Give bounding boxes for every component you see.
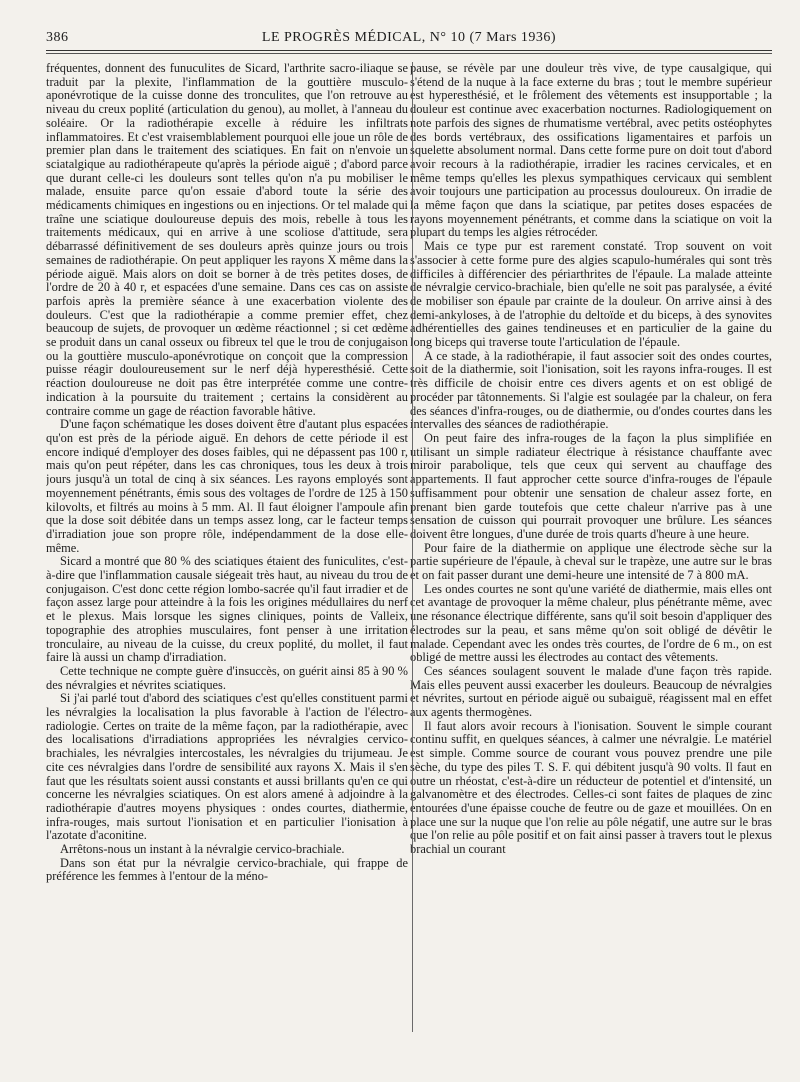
column-divider: [412, 62, 413, 1032]
paragraph: On peut faire des infra-rouges de la façon la plus simplifiée en utilisant un simple radiateur électrique à résistance chauffante avec miroir parabolique, tels que ceux qui servent au chauffage des appartements. Il faut approcher cette source d'infra-rouges de l'épaule suffisamment pour obtenir une sensation de chaleur assez forte, en prenant bien garde toutefois que cette chaleur n'arrive pas à une sensation de cuisson qui pourrait provoquer une brûlure. Les séances doivent être longues, d'une durée de trois quarts d'heure à une heure.: [410, 430, 772, 541]
paragraph: D'une façon schématique les doses doivent être d'autant plus espacées qu'on est près de la période aiguë. En dehors de cette période il est encore indiqué d'employer des doses faibles, qui ne dépassent pas 100 r, mais qu'on peut répéter, dans les cas chroniques, tous les deux à trois jours jusqu'à un total de cinq à six séances. Les rayons employés sont moyennement pénétrants, émis sous des voltages de l'ordre de 125 à 150 kilovolts, et filtrés au moins à 5 mm. Al. Il faut éloigner l'ampoule afin que la dose soit débitée dans un temps assez long, car le facteur temps d'irradiation joue son propre rôle, indépendamment de la dose elle-même.: [46, 417, 408, 555]
paragraph: Arrêtons-nous un instant à la névralgie cervico-brachiale.: [60, 842, 345, 857]
paragraph: A ce stade, à la radiothérapie, il faut associer soit des ondes courtes, soit de la diathermie, soit l'ionisation, soit les rayons infra-rouges. Il est très difficile de choisir entre ces divers agents et on est obligé de procéder par tâtonnements. Si l'algie est soulagée par la chaleur, on fera des séances d'infra-rouges, ou de diathermie, ou d'ondes courtes dans les intervalles des séances de radiothérapie.: [410, 348, 772, 432]
right-column: [410, 62, 772, 1062]
paragraph: Cette technique ne compte guère d'insuccès, on guérit ainsi 85 à 90 % des névralgies et névrites sciatiques.: [46, 663, 408, 692]
paragraph: Dans son état pur la névralgie cervico-brachiale, qui frappe de préférence les femmes à l'entour de la méno-: [46, 855, 408, 884]
left-column: [46, 62, 408, 1062]
paragraph: Pour faire de la diathermie on applique une électrode sèche sur la partie supérieure de l'épaule, à cheval sur le trapèze, une autre sur le bras et on fait passer durant une demi-heure une intensité de 7 à 800 mA.: [410, 540, 772, 583]
paragraph: Si j'ai parlé tout d'abord des sciatiques c'est qu'elles constituent parmi les névralgies la localisation la plus favorable à l'action de l'électro-radiologie. Certes on traite de la même façon, par la radiothérapie, avec des localisations d'irradiations appropriées les névralgies cervico-brachiales, les névralgies intercostales, les névralgies du trijumeau. Je cite ces névralgies dans l'ordre de sensibilité aux rayons X. Mais il s'en faut que les résultats soient aussi constants et aussi brillants qu'en ce qui concerne les névralgies sciatiques. On est alors amené à adjoindre à la radiothérapie d'autres moyens physiques : ondes courtes, diathermie, infra-rouges, mais surtout l'ionisation et en particulier l'ionisation à l'azotate d'aconitine.: [46, 691, 408, 843]
paragraph: Sicard a montré que 80 % des sciatiques étaient des funiculites, c'est-à-dire que l'inflammation causale siégeait très haut, au niveau du trou de conjugaison. C'est donc cette région lombo-sacrée qu'il faut irradier et de façon assez large pour atteindre à la fois les origines médullaires du nerf et le plexus. Mais lorsque les signes cliniques, points de Valleix, topographie des atrophies musculaires, font penser à une irritation tronculaire, au niveau de la cuisse, du creux poplité, du mollet, il faut faire là aussi un champ d'irradiation.: [46, 554, 408, 665]
article-body: [46, 62, 772, 1062]
paragraph: fréquentes, donnent des funuculites de Sicard, l'arthrite sacro-iliaque se traduit par la plexite, l'inflammation de la gouttière musculo-aponévrotique de la cuisse donne des tronculites, que l'on retrouve au niveau du creux poplité (articulation du genou), au mollet, à l'anneau du soléaire. Or la radiothérapie excelle à réduire les infiltrats inflammatoires. Et c'est vraisemblablement pourquoi elle joue un rôle de premier plan dans le traitement des sciatiques. En fait on n'envoie un sciatalgique au radiothérapeute qu'après la période aiguë ; d'abord parce que durant celle-ci les douleurs sont telles qu'on n'a pu mobiliser le malade, ensuite parce qu'on essaie d'abord toute la série des médicaments chimiques en ingestions ou en injections. Or tel malade qui traîne une sciatique douloureuse depuis des mois, rebelle à tous les traitements médicaux, qui en arrive à une scoliose d'attitude, sera débarrassé définitivement de ses douleurs après quinze jours ou trois semaines de radiothérapie. On peut appliquer les rayons X même dans la période aiguë. Mais alors on doit se borner à de très petites doses, de l'ordre de 20 à 40 r, et espacées d'une semaine. Dans ces cas on assiste parfois après la première séance à une exacerbation violente des douleurs. C'est que la radiothérapie a comme premier effet, chez beaucoup de sujets, de provoquer un œdème réactionnel ; si cet œdème se produit dans un canal osseux ou fibreux tel que le trou de conjugaison ou la gouttière musculo-aponévrotique on conçoit que la compression puisse réagir douloureusement sur le nerf déjà hyperesthésié. Cette réaction douloureuse ne doit pas être interprétée comme une contre-indication à la poursuite du traitement ; certains la considèrent au contraire comme un gage de réaction favorable hâtive.: [46, 62, 408, 418]
paragraph: Les ondes courtes ne sont qu'une variété de diathermie, mais elles ont cet avantage de provoquer la même chaleur, plus pénétrante même, avec une résonance électrique différente, sans qu'il soit besoin d'appliquer des électrodes sur la peau, et sans même qu'on soit obligé de dévêtir le malade. Cependant avec les ondes très courtes, de l'ordre de 6 m., on est obligé de mettre aussi les électrodes au contact des vêtements.: [410, 581, 772, 665]
running-header: [46, 28, 772, 48]
header-rule: [46, 50, 772, 51]
page-number: 386: [46, 30, 69, 45]
header-rule-thin: [46, 53, 772, 54]
running-title: LE PROGRÈS MÉDICAL, N° 10 (7 Mars 1936): [261, 30, 557, 45]
paragraph: Il faut alors avoir recours à l'ionisation. Souvent le simple courant continu suffit, en quelques séances, à calmer une névralgie. Le matériel est simple. Comme source de courant vous pouvez prendre une pile sèche, du type des piles T. S. F. qui débitent jusqu'à 90 volts. Il faut en outre un rhéostat, c'est-à-dire un réducteur de potentiel et d'intensité, un galvanomètre et des électrodes. Celles-ci sont faites de plaques de zinc entourées d'une épaisse couche de feutre ou de gaze et mouillées. On en place une sur la nuque que l'on relie au pôle négatif, une autre sur le bras que l'on relie au pôle positif et on fait ainsi passer à travers tout le plexus brachial un courant: [410, 718, 772, 857]
paragraph: pause, se révèle par une douleur très vive, de type causalgique, qui s'étend de la nuque à la face externe du bras ; tout le membre supérieur est hyperesthésié, et le frôlement des vêtements est insupportable ; la douleur est continue avec exacerbation nocturnes. Radiologiquement on note parfois des signes de rhumatisme vertébral, avec petits ostéophytes des bords vertébraux, des ossifications ligamentaires et parfois un squelette absolument normal. Dans cette forme pure on doit tout d'abord avoir recours à la radiothérapie, irradier les racines cervicales, et en même temps qu'elles les plexus sympathiques cervicaux qui semblent avoir toujours une participation au processus douloureux. On irradie de la même façon que dans la sciatique, par petites doses espacées de rayons moyennement pénétrants, et comme dans la sciatique on voit la plupart du temps les algies rétrocéder.: [410, 62, 772, 240]
paragraph: Mais ce type pur est rarement constaté. Trop souvent on voit s'associer à cette forme pure des algies scapulo-humérales qui sont très difficiles à différencier des périarthrites de l'épaule. La malade atteinte de névralgie cervico-brachiale, bien qu'elle ne soit pas paralysée, a évité de mobiliser son épaule par crainte de la douleur. On arrive ainsi à des demi-ankyloses, à de l'atrophie du deltoïde et du biceps, à des synovites adhérentielles des gaines tendineuses et en particulier de la gaine du long biceps qui traverse toute l'articulation de l'épaule.: [410, 239, 772, 350]
paragraph: Ces séances soulagent souvent le malade d'une façon très rapide. Mais elles peuvent aussi exacerber les douleurs. Beaucoup de névralgies et névrites, surtout en période aiguë ou subaiguë, réagissent mal en effet aux agents thermogènes.: [410, 663, 772, 720]
